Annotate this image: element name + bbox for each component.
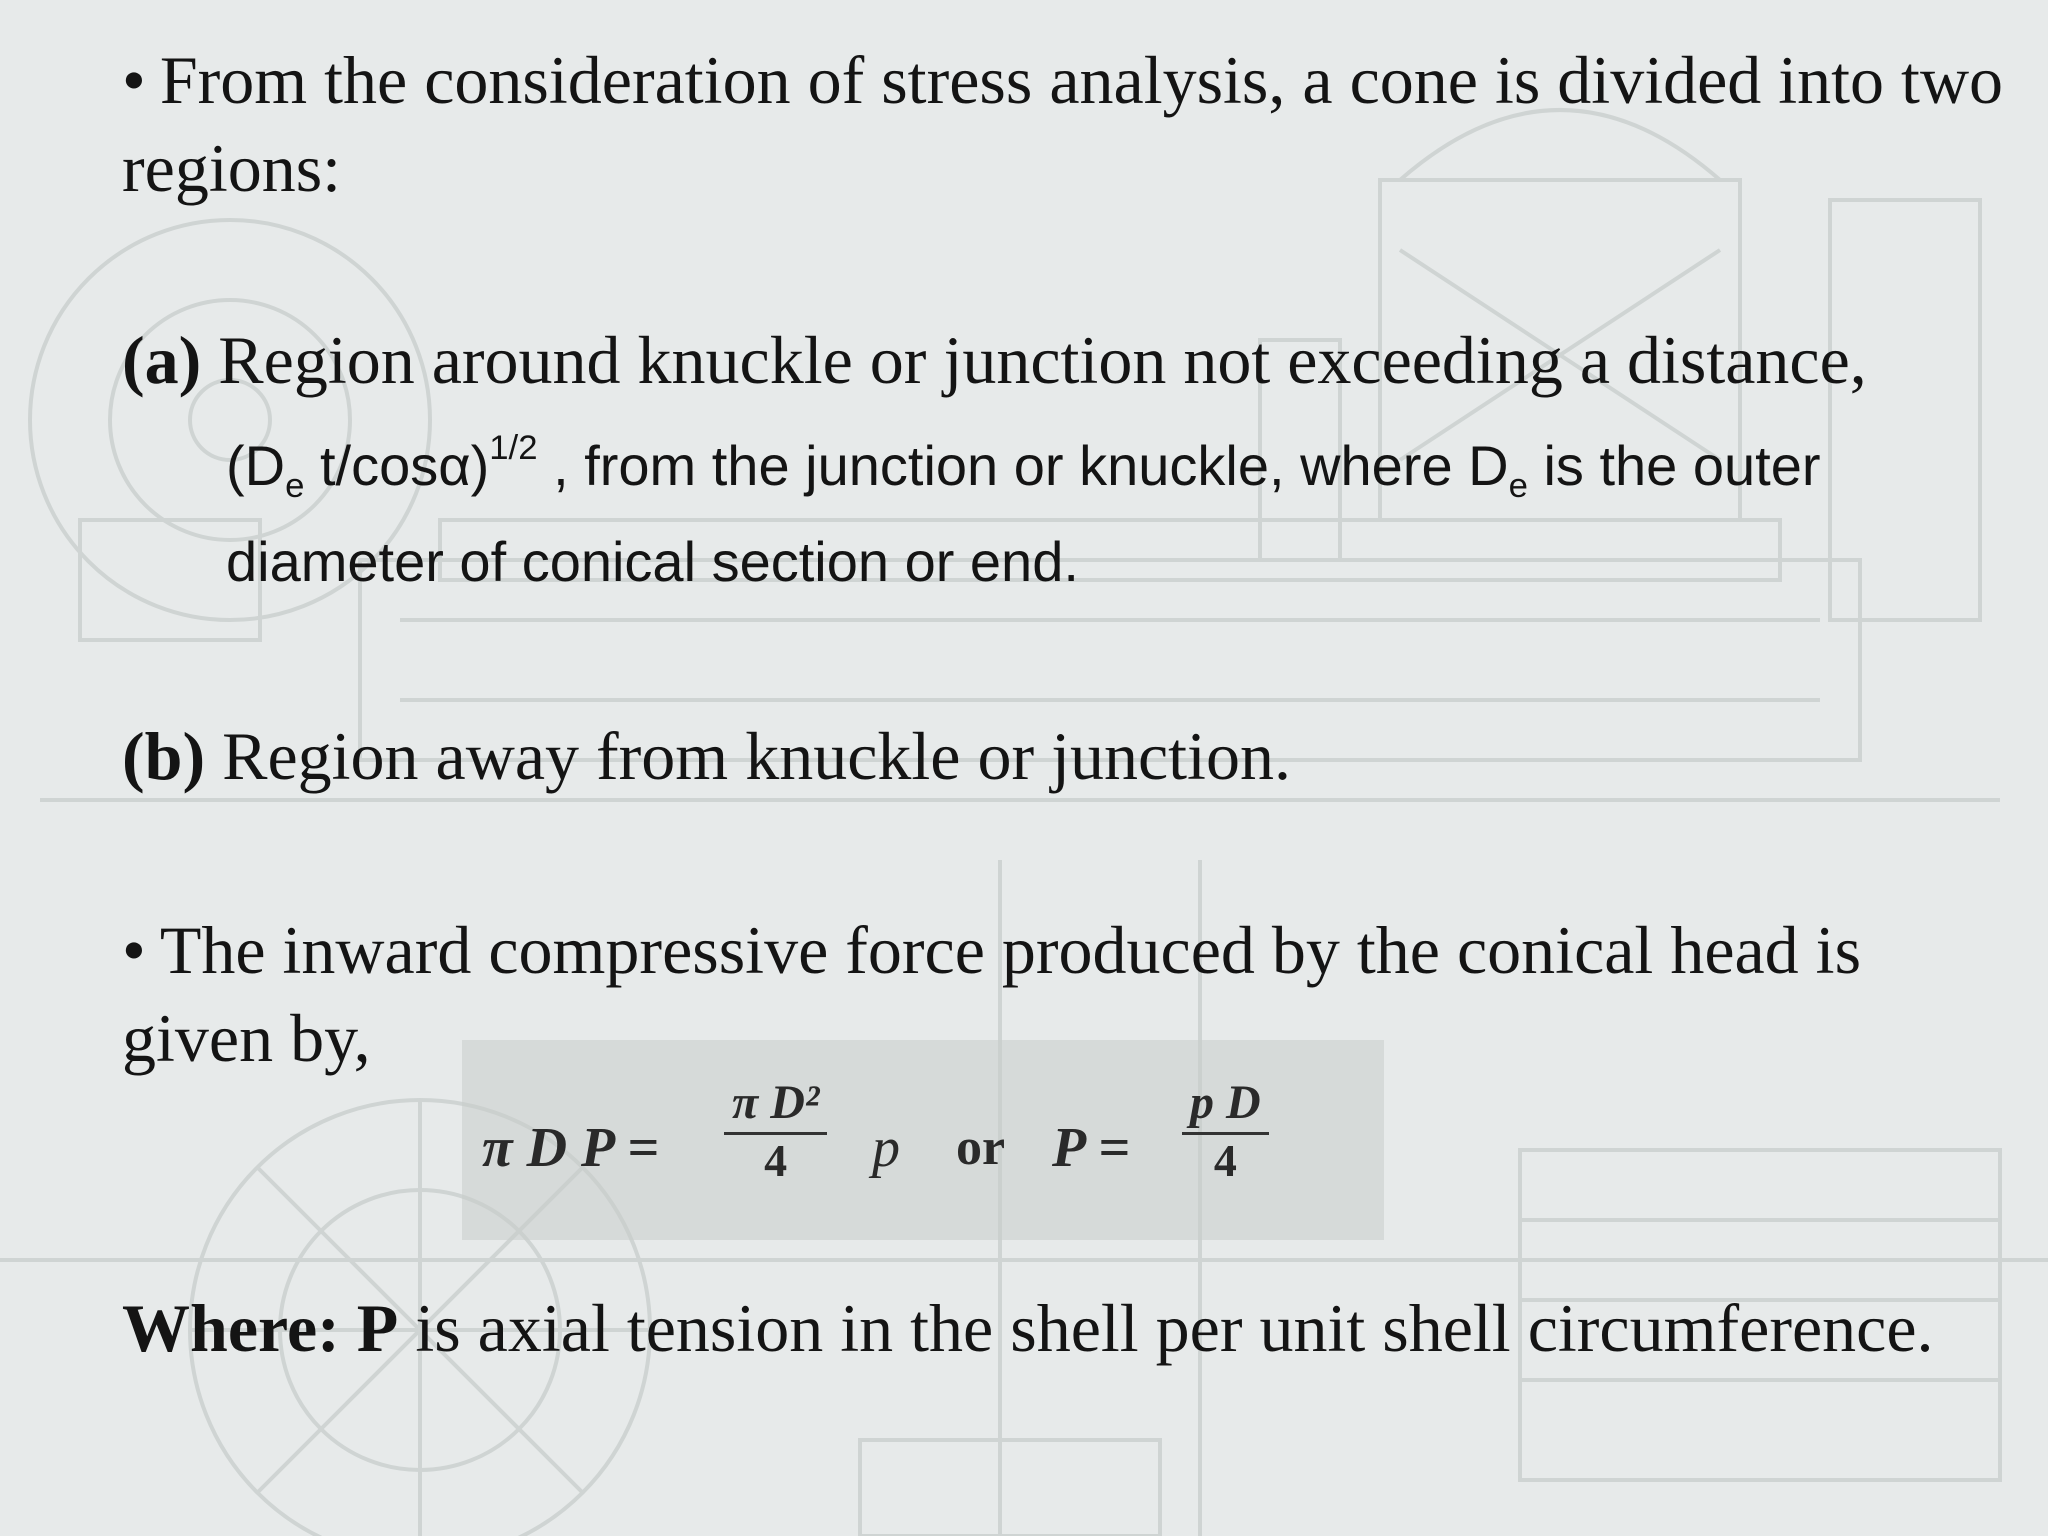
formula-lhs: π D P = <box>482 1117 660 1179</box>
bullet-point-cone-regions <box>122 36 2042 212</box>
detail-text-end: is the outer diameter of conical section or end. <box>226 434 1821 593</box>
where-symbol: P <box>356 1290 399 1366</box>
fraction-1-denominator: 4 <box>764 1135 788 1186</box>
item-a-text: Region around knuckle or junction not exceeding a distance, <box>218 322 1867 398</box>
formula-image <box>462 1040 1384 1240</box>
item-a-label: (a) <box>122 322 202 398</box>
item-b-text: Region away from knuckle or junction. <box>222 718 1291 794</box>
detail-text-mid: , from the junction or knuckle, where D <box>537 434 1509 497</box>
expr-subscript: e <box>285 467 305 506</box>
fraction-1-numerator: π D² <box>732 1076 820 1129</box>
item-a <box>122 316 2022 404</box>
formula-fraction-2 <box>1182 1078 1269 1187</box>
where-label: Where: <box>122 1290 340 1366</box>
bullet-text: From the consideration of stress analysis, a cone is divided into two regions: <box>122 42 2004 206</box>
expr-open: (D <box>226 434 286 497</box>
item-b <box>122 712 2022 800</box>
detail-subscript: e <box>1508 467 1528 506</box>
fraction-2-denominator: 4 <box>1213 1135 1237 1186</box>
bullet-marker: • <box>122 42 146 118</box>
formula-lhs-2: P = <box>1052 1117 1131 1179</box>
formula-fraction-1 <box>724 1078 827 1187</box>
item-a-detail <box>226 418 2006 610</box>
where-definition <box>122 1284 2032 1372</box>
bullet-marker: • <box>122 912 146 988</box>
expr-superscript: 1/2 <box>489 428 538 467</box>
formula-or: or <box>956 1119 1006 1176</box>
formula-p: p <box>872 1117 900 1179</box>
item-b-label: (b) <box>122 718 206 794</box>
expr-mid: t/cosα) <box>304 434 490 497</box>
fraction-2-numerator: p D <box>1190 1076 1261 1129</box>
bullet-text: The inward compressive force produced by the conical head is given by, <box>122 912 1862 1076</box>
where-text: is axial tension in the shell per unit shell circumference. <box>415 1290 1934 1366</box>
